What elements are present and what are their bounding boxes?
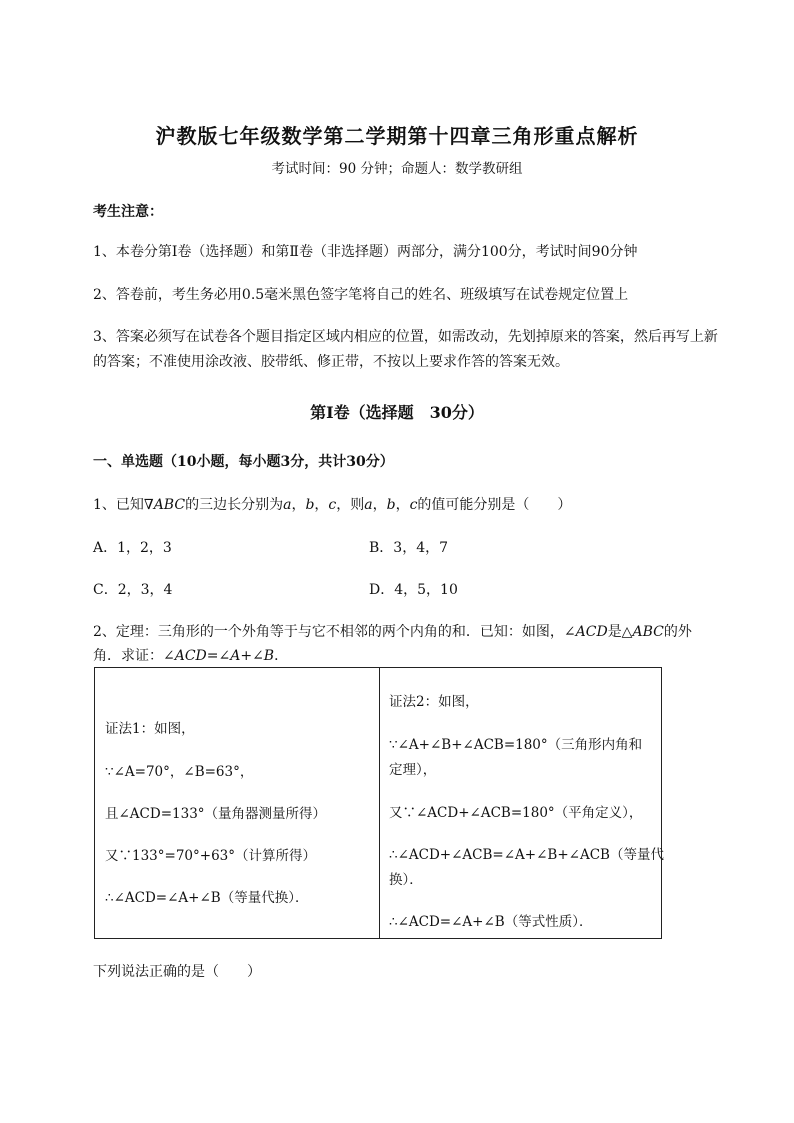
q1-option-a[interactable]: A．1，2，3 [93,540,172,556]
table-divider [379,668,380,938]
q1-stem-mid: 的三边长分别为 [185,497,284,513]
q1-var-b-2: b [386,497,396,513]
proof-2-line: 定理）， [389,762,437,778]
q2-claim-math: ∠ACD=∠A+∠B [163,648,275,664]
q2-angle-acd: ∠ACD [563,624,608,640]
part-heading: 一、单选题（10小题，每小题3分，共计30分） [93,454,394,470]
q1-separator: ， [291,497,306,513]
q2-line1-mid: 是△ [607,624,633,640]
q1-separator: ， [314,497,329,513]
proof-table [94,667,662,939]
q1-var-b: b [305,497,315,513]
q1-option-c[interactable]: C．2，3，4 [93,582,173,598]
q1-separator: ， [395,497,410,513]
exam-info: 考试时间：90 分钟；命题人：数学教研组 [271,161,523,177]
notice-item-3-line-1: 3、答案必须写在试卷各个题目指定区域内相应的位置，如需改动，先划掉原来的答案，然后再写上新 [93,329,718,345]
q2-line2-pre: 角．求证： [93,648,163,664]
q1-stem-post-1: ，则 [336,497,365,513]
proof-1-line: ∵∠A=70°，∠B=63°， [105,764,254,780]
question-2-line-1 [93,621,692,641]
page-title: 沪教版七年级数学第二学期第十四章三角形重点解析 [155,124,639,148]
question-2-prompt: 下列说法正确的是（ ） [93,964,261,980]
proof-2-line: ∵∠A+∠B+∠ACB=180°（三角形内角和 [389,737,643,753]
q1-stem-post-2: 的值可能分别是（ ） [417,497,572,513]
proof-2-line: ∴∠ACD+∠ACB=∠A+∠B+∠ACB（等量代 [389,847,664,863]
q1-option-d[interactable]: D．4，5，10 [369,582,458,598]
q2-line2-post: ． [274,648,289,664]
q1-triangle-math: ∇ABC [143,497,186,513]
proof-1-line: 且∠ACD=133°（量角器测量所得） [105,806,327,822]
q1-separator: ， [372,497,387,513]
proof-2-line: 又∵∠ACD+∠ACB=180°（平角定义）， [389,805,643,821]
section-title: 第Ⅰ卷（选择题 30分） [310,403,484,422]
proof-2-line: 换）． [389,872,423,888]
proof-1-line: 又∵133°=70°+63°（计算所得） [105,848,316,864]
question-1-stem [93,494,571,514]
question-2-line-2 [93,645,288,665]
q2-line1-post: 的外 [663,624,692,640]
notice-heading: 考生注意： [93,204,163,220]
proof-1-line: 证法1：如图， [105,721,195,737]
notice-item-3-line-2: 的答案；不准使用涂改液、胶带纸、修正带，不按以上要求作答的答案无效。 [93,354,569,370]
proof-2-line: 证法2：如图， [389,694,479,710]
q1-var-a: a [283,497,292,513]
notice-item-2: 2、答卷前，考生务必用0.5毫米黑色签字笔将自己的姓名、班级填写在试卷规定位置上 [93,287,629,303]
q2-line1-pre: 2、定理：三角形的一个外角等于与它不相邻的两个内角的和．已知：如图， [93,624,564,640]
proof-2-line: ∴∠ACD=∠A+∠B（等式性质）． [389,914,593,930]
q1-stem-pre: 1、已知 [93,497,144,513]
proof-1-line: ∴∠ACD=∠A+∠B（等量代换）． [105,890,309,906]
q1-var-c-2: c [409,497,418,513]
q1-var-a-2: a [364,497,373,513]
q1-var-c: c [328,497,337,513]
notice-item-1: 1、本卷分第Ⅰ卷（选择题）和第Ⅱ卷（非选择题）两部分，满分100分，考试时间90分钟 [93,244,638,260]
q2-triangle-abc: ABC [632,624,664,640]
q1-option-b[interactable]: B．3，4，7 [369,540,449,556]
